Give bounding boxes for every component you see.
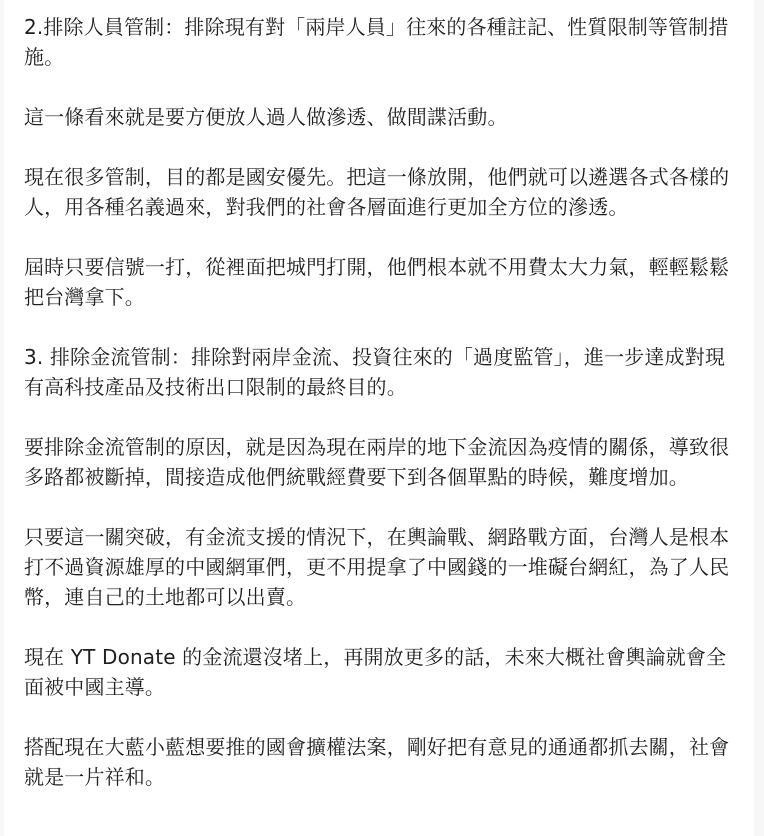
article-body bbox=[24, 12, 736, 792]
paragraph-yt-donate: 現在 YT Donate 的金流還沒堵上，再開放更多的話，未來大概社會輿論就會全面被中國主導。 bbox=[24, 645, 727, 699]
paragraph-national-security: 現在很多管制，目的都是國安優先。把這一條放開，他們就可以遴選各式各樣的人，用各種名義過來，對我們的社會各層面進行更加全方位的滲透。 bbox=[24, 165, 730, 219]
paragraph-capital-reason: 要排除金流管制的原因，就是因為現在兩岸的地下金流因為疫情的關係，導致很多路都被斷掉，間接造成他們統戰經費要下到各個單點的時候，難度增加。 bbox=[24, 435, 730, 489]
paragraph-capital-control: 3. 排除金流管制：排除對兩岸金流、投資往來的「過度監管」，進一步達成對現有高科技產品及技術出口限制的最終目的。 bbox=[24, 345, 725, 399]
paragraph-infiltration-note: 這一條看來就是要方便放人過人做滲透、做間諜活動。 bbox=[24, 105, 508, 129]
paragraph-personnel-control: 2.排除人員管制：排除現有對「兩岸人員」往來的各種註記、性質限制等管制措施。 bbox=[24, 15, 729, 69]
paragraph-legislature-bill: 搭配現在大藍小藍想要推的國會擴權法案，剛好把有意見的通通都抓去關，社會就是一片祥和。 bbox=[24, 735, 730, 789]
page bbox=[4, 0, 754, 836]
paragraph-info-war: 只要這一關突破，有金流支援的情況下，在輿論戰、網路戰方面，台灣人是根本打不過資源雄厚的中國網軍們，更不用提拿了中國錢的一堆礙台網紅，為了人民幣，連自己的土地都可以出賣。 bbox=[24, 525, 730, 609]
paragraph-open-gate: 屆時只要信號一打，從裡面把城門打開，他們根本就不用費太大力氣，輕輕鬆鬆把台灣拿下。 bbox=[24, 255, 730, 309]
